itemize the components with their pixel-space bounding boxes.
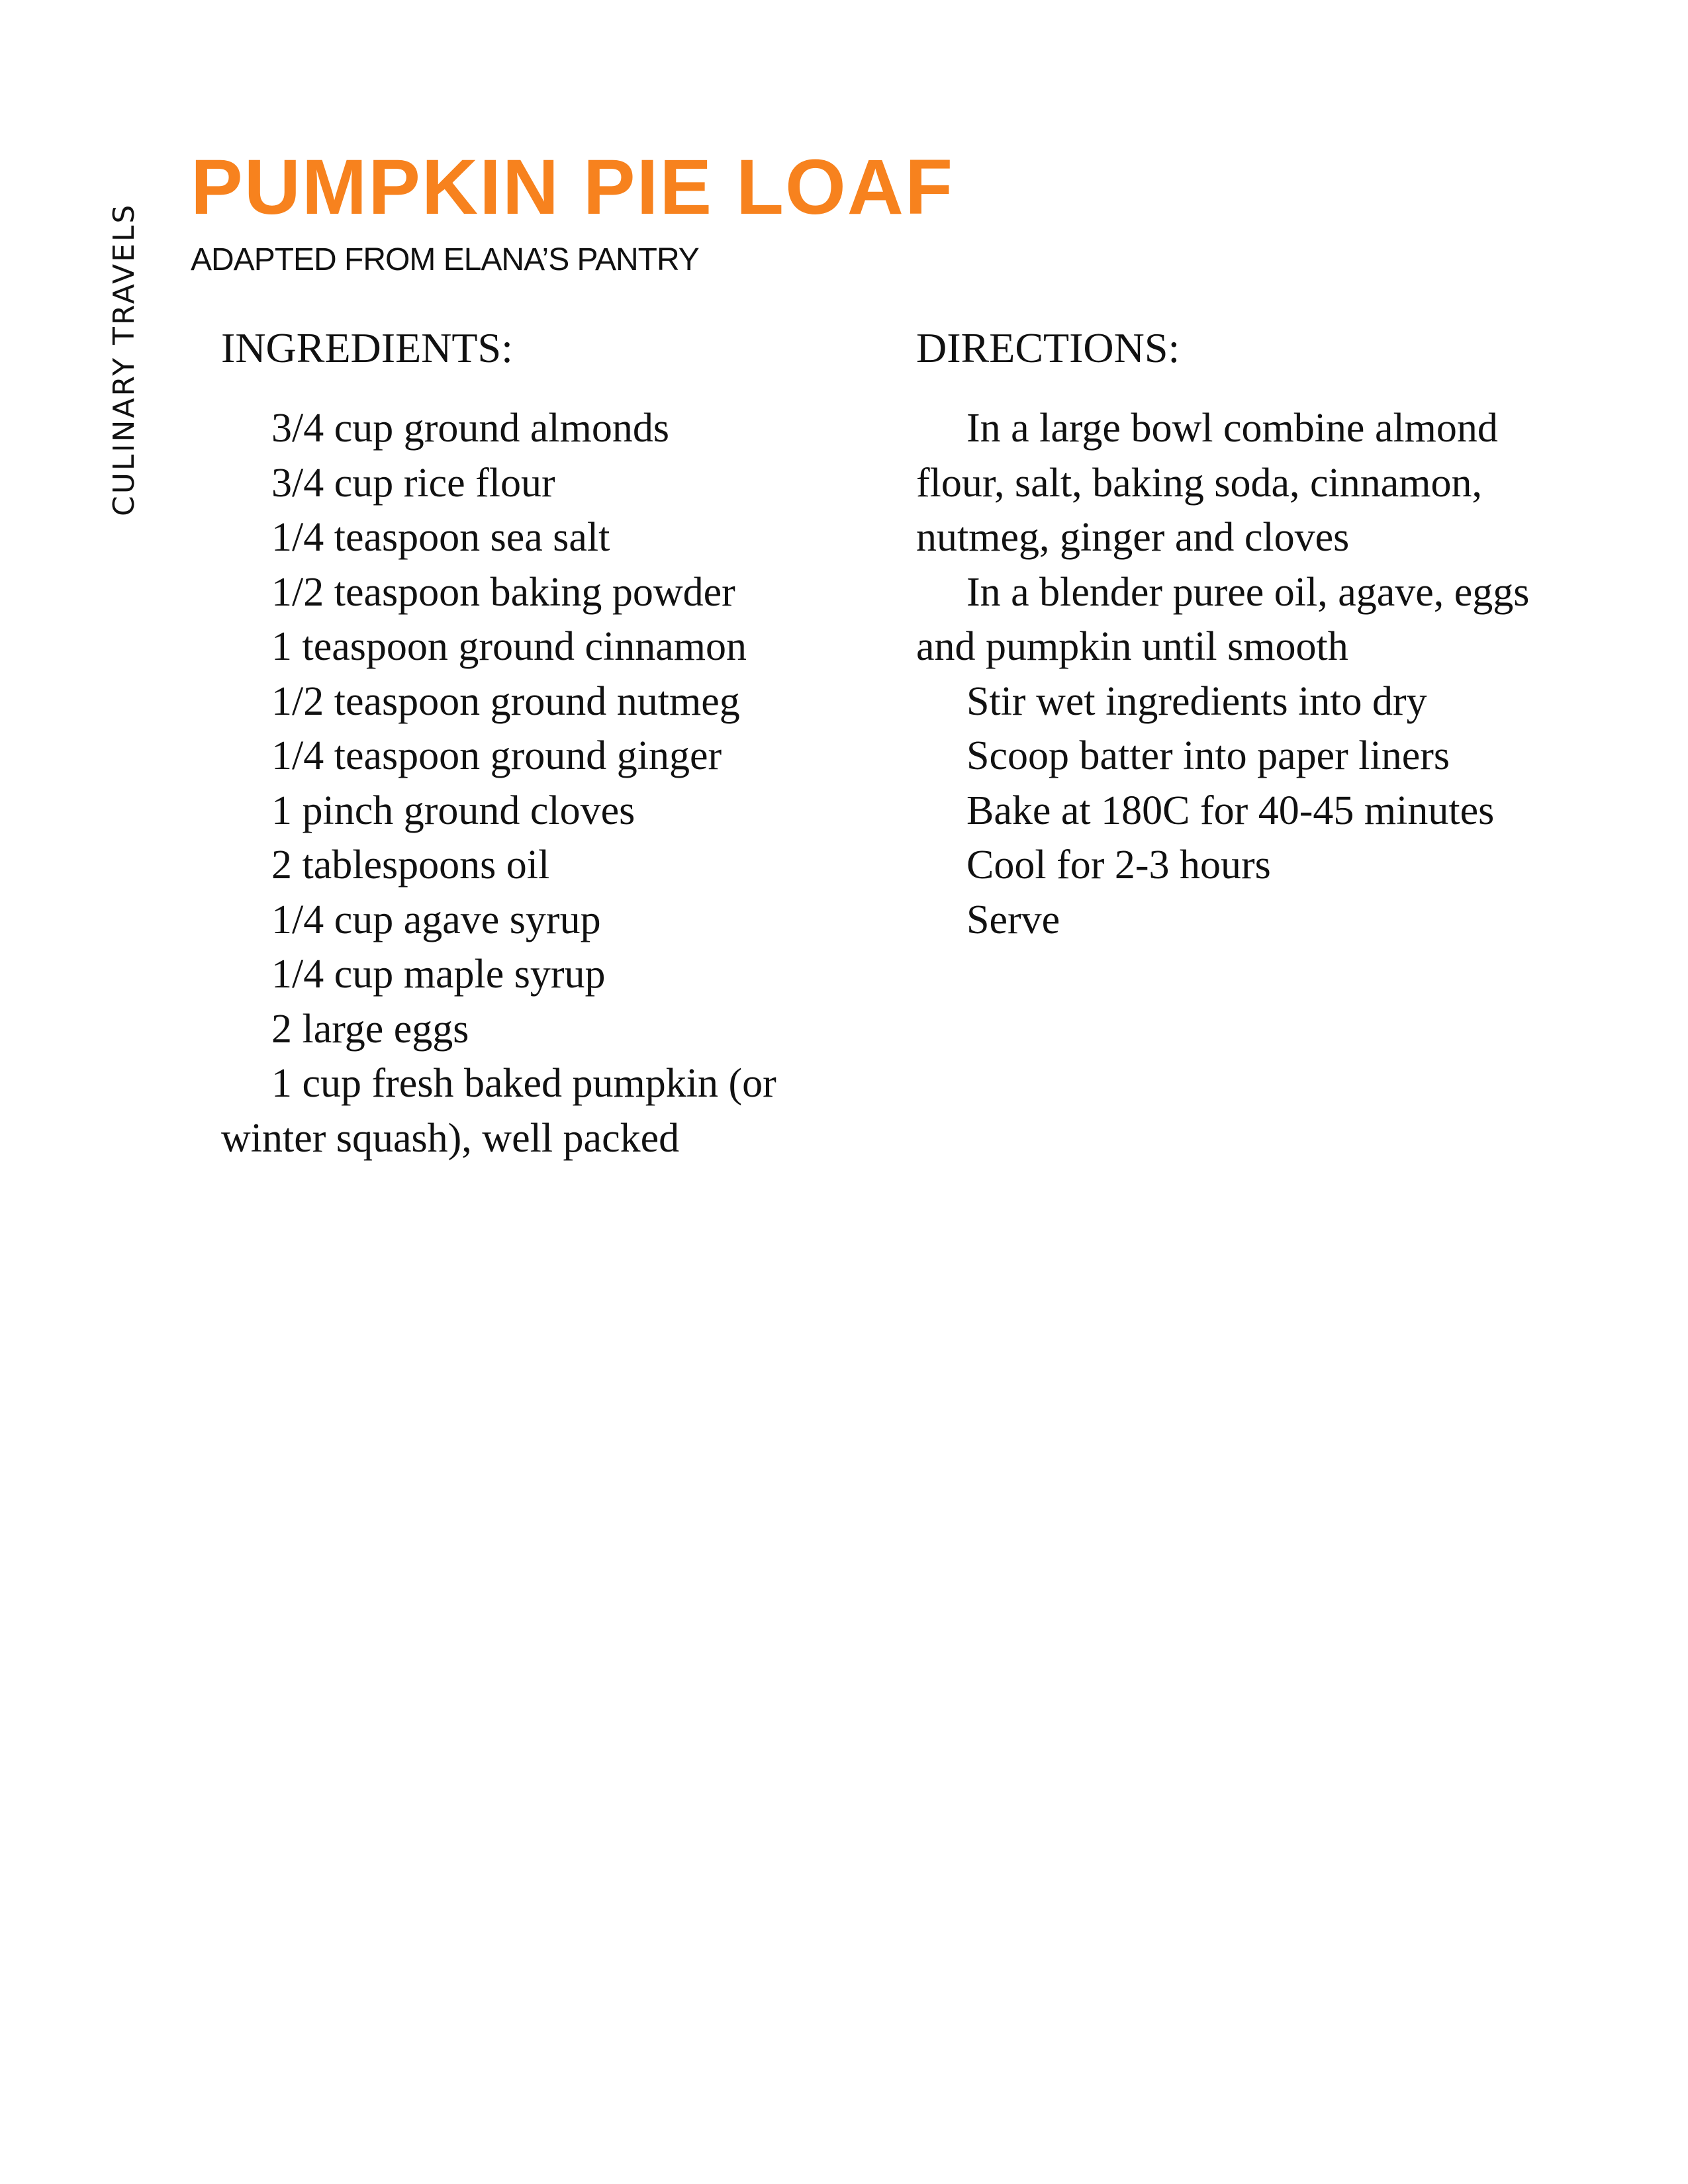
- direction-step: In a blender puree oil, agave, eggs and pumpkin until smooth: [916, 569, 1530, 669]
- ingredient-item: 2 tablespoons oil: [271, 842, 550, 887]
- ingredient-item: 1 teaspoon ground cinnamon: [271, 624, 747, 669]
- direction-step: Serve: [966, 897, 1060, 942]
- direction-step: Scoop batter into paper liners: [966, 733, 1450, 778]
- ingredient-item: 1 cup fresh baked pumpkin (or winter squash), well packed: [221, 1061, 776, 1161]
- ingredient-item: 1/4 cup maple syrup: [271, 952, 606, 997]
- ingredient-item: 1/2 teaspoon ground nutmeg: [271, 678, 740, 724]
- ingredient-item: 1/4 cup agave syrup: [271, 897, 601, 942]
- direction-step: Cool for 2-3 hours: [966, 842, 1271, 887]
- ingredients-list: [221, 401, 817, 1165]
- ingredient-item: 1 pinch ground cloves: [271, 788, 635, 833]
- ingredient-item: 1/2 teaspoon baking powder: [271, 569, 735, 615]
- recipe-title: PUMPKIN PIE LOAF: [191, 144, 955, 231]
- recipe-subtitle: ADAPTED FROM ELANA’S PANTRY: [191, 242, 699, 277]
- direction-step: Bake at 180C for 40-45 minutes: [966, 788, 1495, 833]
- directions-list: [916, 401, 1552, 947]
- ingredient-item: 3/4 cup rice flour: [271, 460, 555, 506]
- directions-section: [916, 322, 1552, 947]
- directions-heading: DIRECTIONS:: [916, 324, 1180, 371]
- ingredient-item: 2 large eggs: [271, 1006, 469, 1052]
- ingredients-heading: INGREDIENTS:: [221, 324, 513, 371]
- ingredient-item: 1/4 teaspoon sea salt: [271, 515, 610, 560]
- direction-step: In a large bowl combine almond flour, salt, baking soda, cinnamon, nutmeg, ginger and cloves: [916, 406, 1498, 560]
- direction-step: Stir wet ingredients into dry: [966, 678, 1427, 724]
- ingredients-section: [221, 322, 817, 1165]
- side-label: CULINARY TRAVELS: [107, 203, 141, 516]
- ingredient-item: 1/4 teaspoon ground ginger: [271, 733, 722, 778]
- ingredient-item: 3/4 cup ground almonds: [271, 406, 669, 451]
